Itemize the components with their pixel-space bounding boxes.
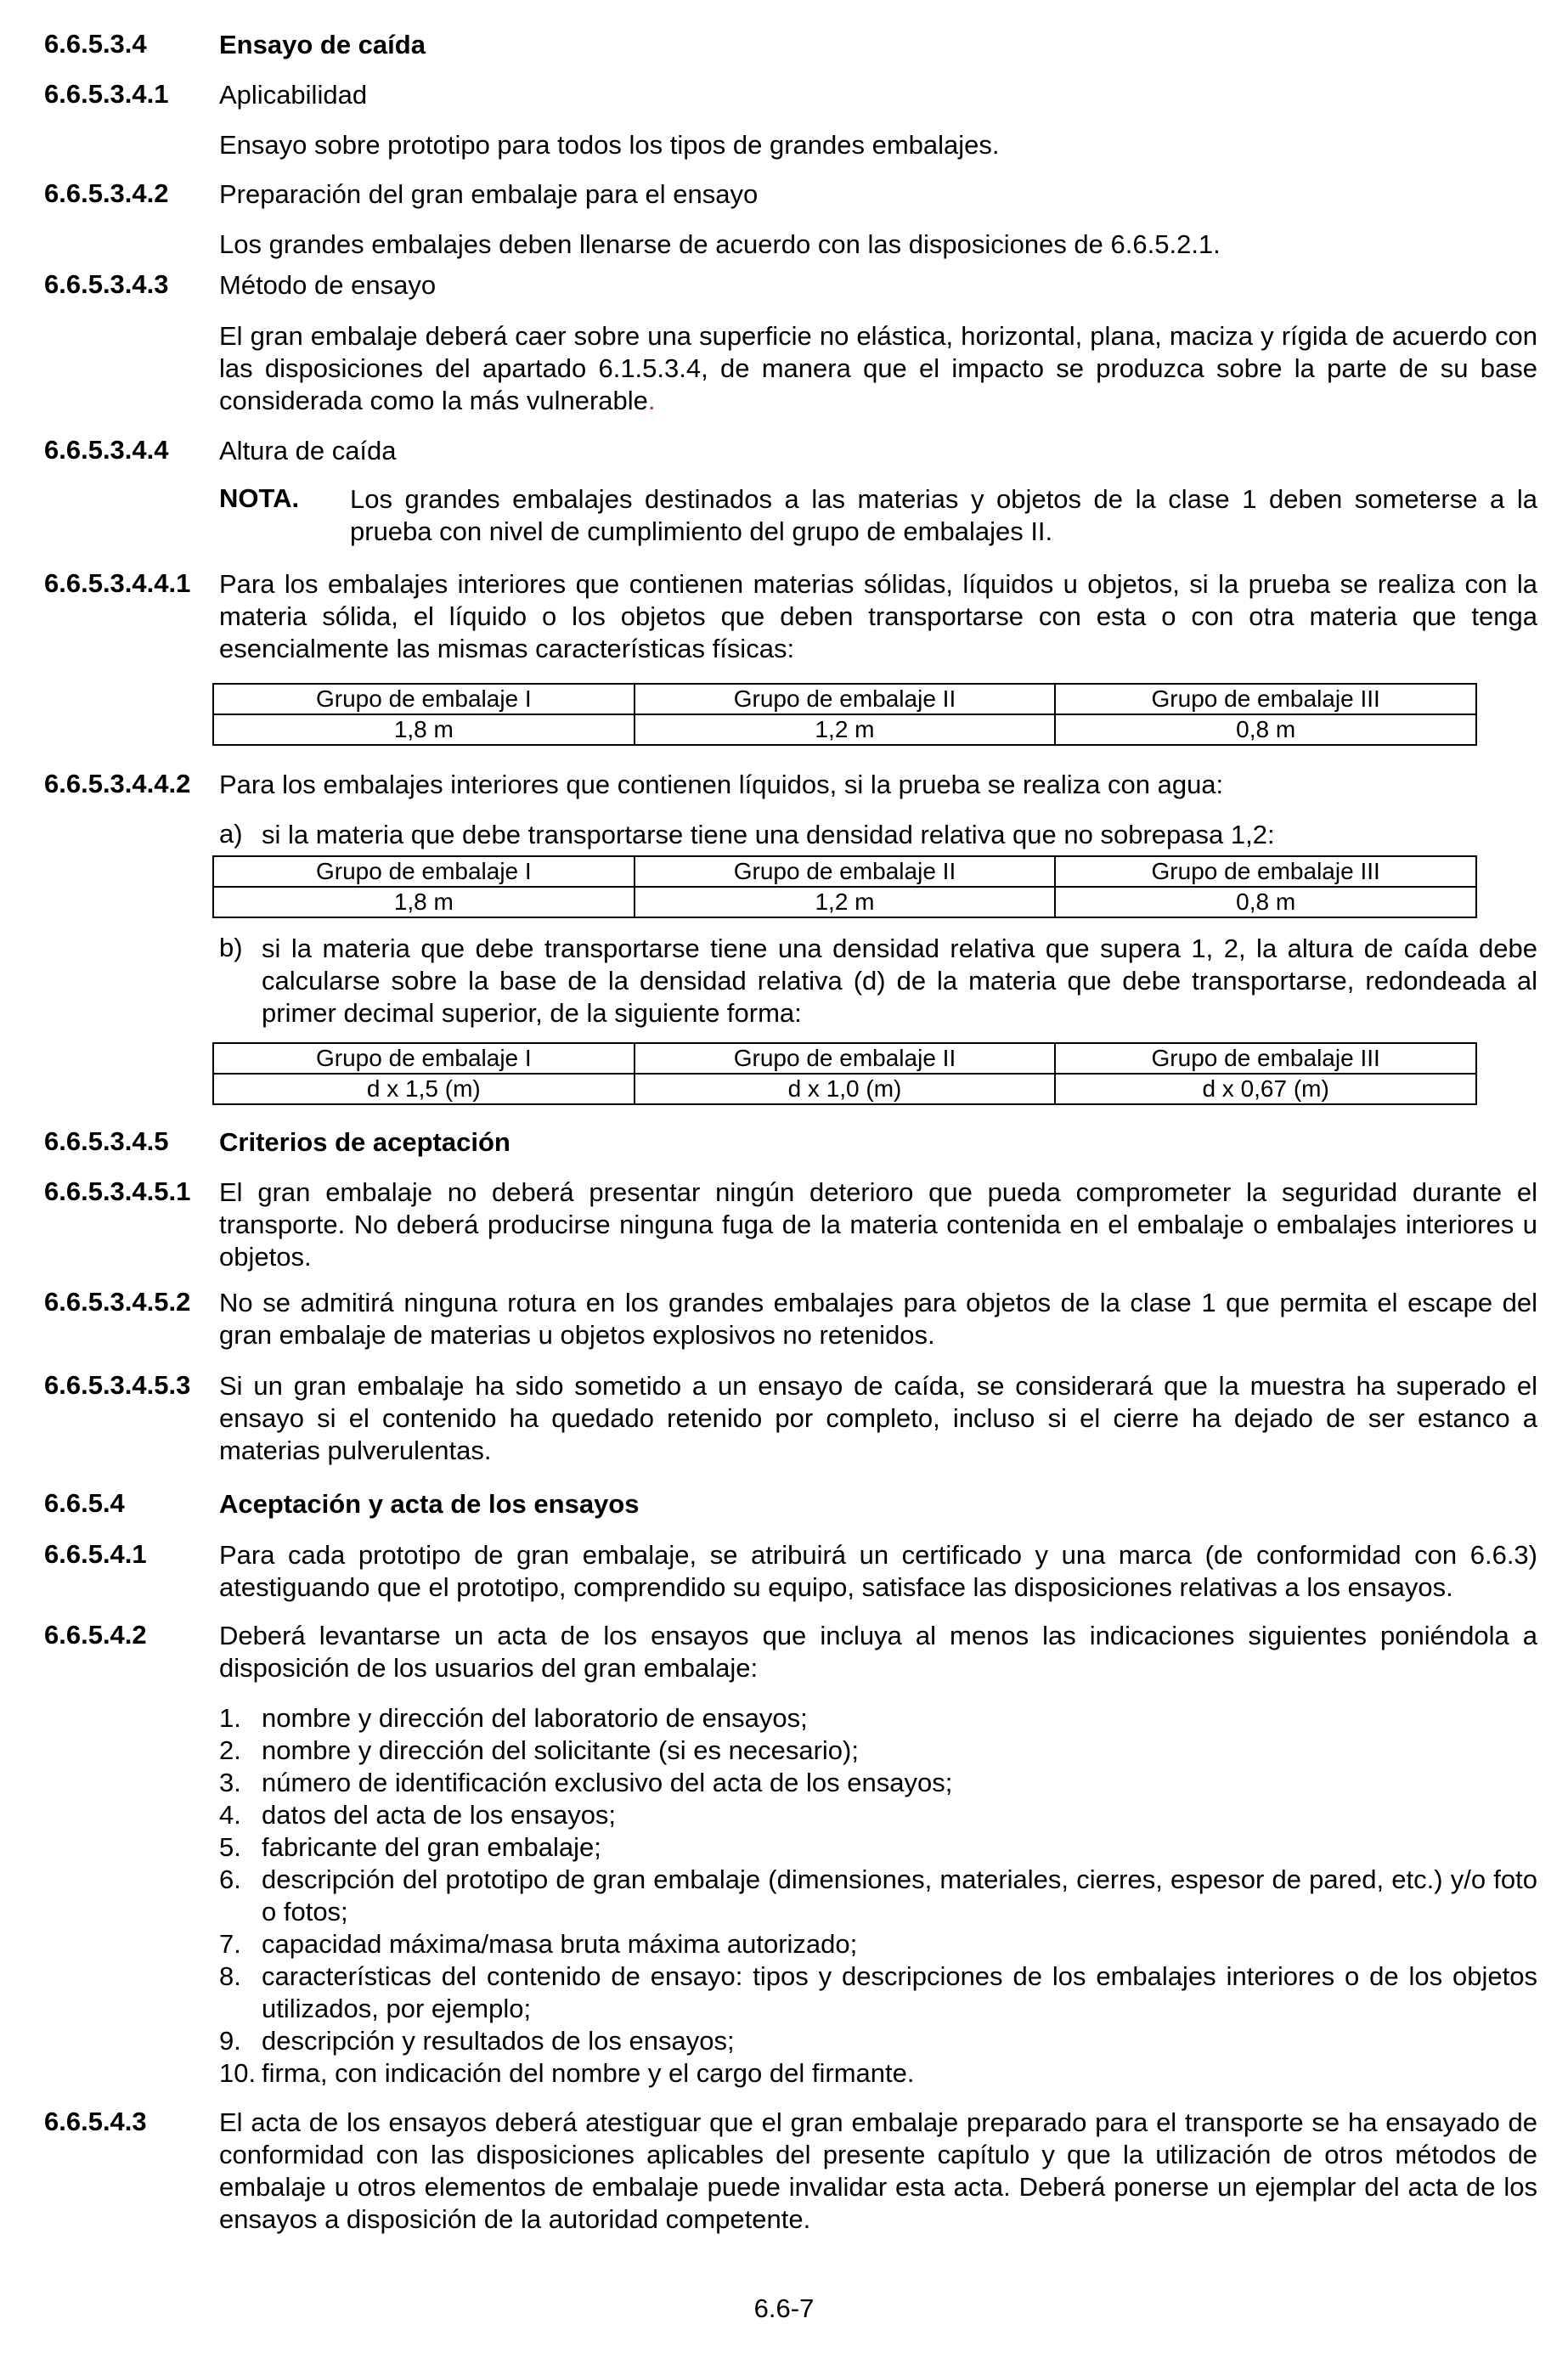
- section-number: 6.6.5.3.4.3: [44, 269, 169, 299]
- table-header-cell: Grupo de embalaje III: [1055, 1043, 1476, 1074]
- list-item-text: descripción y resultados de los ensayos;: [262, 2026, 735, 2056]
- page-number: 6.6-7: [753, 2293, 815, 2323]
- section-title: Preparación del gran embalaje para el ensayo: [219, 179, 759, 209]
- section-text: Ensayo sobre prototipo para todos los tipos de grandes embalajes.: [219, 130, 1000, 160]
- table-row: [213, 887, 1476, 917]
- list-number: 9.: [219, 2026, 241, 2056]
- section-text-main: El gran embalaje deberá caer sobre una superficie no elástica, horizontal, plana, maciza y rígida de acuerdo con las disposiciones del apartado 6.1.5.3.4, de manera que el impacto se produzca sobre la parte de su base considerada como la más vulnerable: [219, 321, 1537, 415]
- section-number: 6.6.5.3.4.2: [44, 178, 169, 208]
- list-number: 1.: [219, 1703, 241, 1733]
- list-number: 4.: [219, 1800, 241, 1830]
- section-number: 6.6.5.4.3: [44, 2107, 147, 2136]
- section-text: El gran embalaje no deberá presentar ningún deterioro que pueda comprometer la seguridad durante el transporte. No deberá producirse ninguna fuga de la materia contenida en el embalaje o embalajes interiores u objetos.: [219, 1177, 1537, 1272]
- section-text: Para cada prototipo de gran embalaje, se atribuirá un certificado y una marca (de conformidad con 6.6.3) atestiguando que el prototipo, comprendido su equipo, satisface las disposiciones relativas a los ensayos.: [219, 1540, 1537, 1602]
- table-cell: 0,8 m: [1055, 887, 1476, 917]
- list-item: [219, 1735, 1537, 1767]
- table-header-cell: Grupo de embalaje I: [213, 1043, 635, 1074]
- list-number: 8.: [219, 1961, 241, 1991]
- drop-height-table-1: [212, 683, 1477, 746]
- section-number: 6.6.5.3.4.5: [44, 1126, 169, 1156]
- list-item-text: número de identificación exclusivo del acta de los ensayos;: [262, 1768, 953, 1797]
- list-item: [219, 1702, 1537, 1735]
- list-item-text: si la materia que debe transportarse tiene una densidad relativa que no sobrepasa 1,2:: [262, 820, 1275, 849]
- note-label: NOTA.: [219, 483, 300, 513]
- section-number: 6.6.5.3.4.5.3: [44, 1370, 191, 1400]
- list-item-text: descripción del prototipo de gran embalaje (dimensiones, materiales, cierres, espesor de pared, etc.) y/o foto o fotos;: [262, 1864, 1537, 1926]
- section-title: Método de ensayo: [219, 270, 437, 300]
- section-number: 6.6.5.4.1: [44, 1539, 147, 1569]
- section-title: Ensayo de caída: [219, 30, 426, 59]
- table-header-cell: Grupo de embalaje II: [635, 856, 1056, 887]
- section-number: 6.6.5.3.4.1: [44, 79, 169, 109]
- list-item: [219, 1864, 1537, 1928]
- table-header-cell: Grupo de embalaje I: [213, 856, 635, 887]
- list-item: [219, 2057, 1537, 2090]
- list-marker: b): [219, 933, 243, 962]
- section-number: 6.6.5.4.2: [44, 1620, 147, 1650]
- section-text: El acta de los ensayos deberá atestiguar que el gran embalaje preparado para el transporte se ha ensayado de conformidad con las disposiciones aplicables del presente capítulo y que la utilización de otros métodos de embalaje u otros elementos de embalaje puede invalidar esta acta. Deberá ponerse un ejemplar del acta de los ensayos a disposición de la autoridad competente.: [219, 2107, 1537, 2234]
- table-header-row: [213, 856, 1476, 887]
- table-header-cell: Grupo de embalaje II: [635, 1043, 1056, 1074]
- section-number: 6.6.5.3.4.4: [44, 435, 169, 465]
- table-header-cell: Grupo de embalaje II: [635, 684, 1056, 714]
- test-report-items-list: [219, 1702, 1537, 2090]
- list-item-text: firma, con indicación del nombre y el cargo del firmante.: [262, 2058, 915, 2088]
- section-number: 6.6.5.3.4.5.1: [44, 1176, 191, 1206]
- list-item: [219, 1960, 1537, 2025]
- section-text: Los grandes embalajes deben llenarse de acuerdo con las disposiciones de 6.6.5.2.1.: [219, 229, 1221, 259]
- section-number: 6.6.5.3.4.5.2: [44, 1287, 191, 1317]
- section-text: Para los embalajes interiores que contienen materias sólidas, líquidos u objetos, si la prueba se realiza con la materia sólida, el líquido o los objetos que deben transportarse con esta o con otra materia que tenga esencialmente las mismas características físicas:: [219, 569, 1537, 663]
- table-row: [213, 1074, 1476, 1104]
- list-number: 10.: [219, 2058, 257, 2088]
- section-number: 6.6.5.3.4.4.1: [44, 568, 191, 598]
- list-item-text: nombre y dirección del laboratorio de ensayos;: [262, 1703, 808, 1733]
- drop-height-table-2: [212, 855, 1477, 918]
- table-cell: 1,2 m: [635, 887, 1056, 917]
- list-number: 2.: [219, 1735, 241, 1765]
- list-item-text: capacidad máxima/masa bruta máxima autorizado;: [262, 1929, 858, 1959]
- table-row: [213, 714, 1476, 745]
- note-text: Los grandes embalajes destinados a las materias y objetos de la clase 1 deben someterse a la prueba con nivel de cumplimiento del grupo de embalajes II.: [350, 484, 1537, 546]
- table-cell: d x 1,5 (m): [213, 1074, 635, 1104]
- section-text: Para los embalajes interiores que contienen líquidos, si la prueba se realiza con agua:: [219, 770, 1224, 799]
- table-header-cell: Grupo de embalaje I: [213, 684, 635, 714]
- section-title: Criterios de aceptación: [219, 1127, 510, 1157]
- section-text: [219, 320, 1537, 417]
- list-item: [219, 1767, 1537, 1799]
- table-header-cell: Grupo de embalaje III: [1055, 684, 1476, 714]
- list-number: 5.: [219, 1832, 241, 1862]
- section-title: Aplicabilidad: [219, 80, 368, 110]
- section-text-end: .: [647, 386, 656, 415]
- table-header-row: [213, 1043, 1476, 1074]
- drop-height-table-3: [212, 1042, 1477, 1105]
- section-title: Aceptación y acta de los ensayos: [219, 1489, 640, 1519]
- section-title: Altura de caída: [219, 436, 397, 465]
- table-header-cell: Grupo de embalaje III: [1055, 856, 1476, 887]
- list-item-text: características del contenido de ensayo: tipos y descripciones de los embalajes interiores o de los objetos utilizados, por ejemplo;: [262, 1961, 1537, 2023]
- list-item-text: si la materia que debe transportarse tiene una densidad relativa que supera 1, 2, la altura de caída debe calcularse sobre la base de la densidad relativa (d) de la materia que debe transportarse, redondeada al primer decimal superior, de la siguiente forma:: [262, 934, 1537, 1028]
- list-item: [219, 1799, 1537, 1831]
- list-item-text: nombre y dirección del solicitante (si es necesario);: [262, 1735, 859, 1765]
- table-cell: 1,8 m: [213, 887, 635, 917]
- list-item-text: datos del acta de los ensayos;: [262, 1800, 617, 1830]
- list-item: [219, 2025, 1537, 2057]
- table-cell: d x 0,67 (m): [1055, 1074, 1476, 1104]
- list-number: 3.: [219, 1768, 241, 1797]
- section-number: 6.6.5.4: [44, 1488, 125, 1518]
- section-text: No se admitirá ninguna rotura en los grandes embalajes para objetos de la clase 1 que permita el escape del gran embalaje de materias u objetos explosivos no retenidos.: [219, 1288, 1537, 1350]
- list-item: [219, 1928, 1537, 1960]
- list-marker: a): [219, 819, 243, 849]
- table-cell: 0,8 m: [1055, 714, 1476, 745]
- table-cell: 1,2 m: [635, 714, 1056, 745]
- section-text: Deberá levantarse un acta de los ensayos que incluya al menos las indicaciones siguientes poniéndola a disposición de los usuarios del gran embalaje:: [219, 1621, 1537, 1683]
- table-cell: d x 1,0 (m): [635, 1074, 1056, 1104]
- list-item: [219, 1831, 1537, 1864]
- section-number: 6.6.5.3.4: [44, 29, 147, 59]
- section-text: Si un gran embalaje ha sido sometido a un ensayo de caída, se considerará que la muestra ha superado el ensayo si el contenido ha quedado retenido por completo, incluso si el cierre ha dejado de ser estanco a materias pulverulentas.: [219, 1371, 1537, 1465]
- list-number: 7.: [219, 1929, 241, 1959]
- table-cell: 1,8 m: [213, 714, 635, 745]
- list-number: 6.: [219, 1864, 241, 1894]
- table-header-row: [213, 684, 1476, 714]
- section-number: 6.6.5.3.4.4.2: [44, 769, 191, 798]
- list-item-text: fabricante del gran embalaje;: [262, 1832, 601, 1862]
